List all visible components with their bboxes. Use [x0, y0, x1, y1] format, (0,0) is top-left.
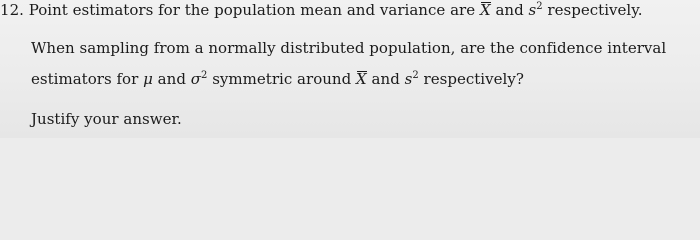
question-line-3: [31, 70, 524, 91]
question-number: 12.: [0, 1, 24, 19]
question-intro-text: Point estimators for the population mean and variance are: [28, 1, 476, 19]
xbar-symbol: X: [479, 1, 491, 19]
question-line-4: [31, 110, 182, 128]
justify-answer-text: Justify your answer.: [31, 110, 182, 128]
conjunction-and-3: and: [371, 70, 400, 88]
s-squared-exponent-2: 2: [412, 70, 419, 81]
s-squared-exponent: 2: [536, 1, 543, 12]
respectively-question-text: respectively?: [423, 70, 524, 88]
conjunction-and-2: and: [157, 70, 186, 88]
mu-symbol: μ: [143, 70, 153, 88]
s-symbol: s: [528, 1, 537, 19]
question-line-1: [0, 1, 643, 22]
s-symbol-2: s: [404, 70, 413, 88]
symmetric-around-text: symmetric around: [212, 70, 352, 88]
question-line-2: [31, 39, 666, 57]
estimators-for-text: estimators for: [31, 70, 139, 88]
sampling-question-text: When sampling from a normally distributed population, are the confidence interval: [31, 39, 667, 57]
conjunction-and: and: [495, 1, 524, 19]
sigma-squared-exponent: 2: [201, 70, 208, 81]
respectively-text: respectively.: [547, 1, 643, 19]
sigma-symbol: σ: [190, 70, 201, 88]
xbar-symbol-2: X: [356, 70, 367, 88]
